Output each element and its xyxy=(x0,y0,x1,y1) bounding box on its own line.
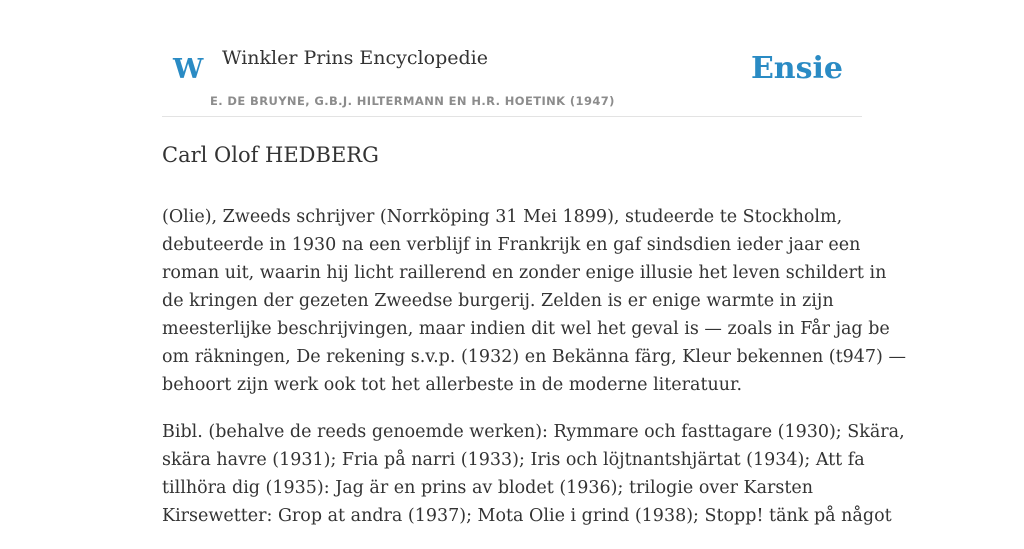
text-line: tillhöra dig (1935): Jag är en prins av blodet (1936); trilogie over Karsten xyxy=(162,478,814,498)
article-content xyxy=(162,140,906,549)
text-line: meesterlijke beschrijvingen, maar indien dit wel het geval is — zoals in Får jag be xyxy=(162,319,890,339)
source-title-link[interactable]: Winkler Prins Encyclopedie xyxy=(222,47,488,69)
article-title: Carl Olof HEDBERG xyxy=(162,143,379,167)
text-line: roman uit, waarin hij licht raillerend en zonder enige illusie het leven schildert in xyxy=(162,263,887,283)
text-line: Bibl. (behalve de reeds genoemde werken): Rymmare och fasttagare (1930); Skära, xyxy=(162,422,905,442)
text-line: Kirsewetter: Grop at andra (1937); Mota Olie i grind (1938); Stopp! tänk på något xyxy=(162,506,892,526)
text-line: de kringen der gezeten Zweedse burgerij. Zelden is er enige warmte in zijn xyxy=(162,291,834,311)
text-line: debuteerde in 1930 na een verblijf in Frankrijk en gaf sindsdien ieder jaar een xyxy=(162,235,861,255)
text-line: skära havre (1931); Fria på narri (1933); Iris och löjtnantshjärtat (1934); Att fa xyxy=(162,450,865,470)
text-line: (Olie), Zweeds schrijver (Norrköping 31 Mei 1899), studeerde te Stockholm, xyxy=(162,207,843,227)
text-line: om räkningen, De rekening s.v.p. (1932) en Bekänna färg, Kleur bekennen (t947) — xyxy=(162,347,906,367)
article-paragraph xyxy=(162,203,906,399)
bibliography-paragraph xyxy=(162,418,905,530)
source-authors: E. DE BRUYNE, G.B.J. HILTERMANN EN H.R. HOETINK (1947) xyxy=(210,94,615,108)
encyclopedia-logo-icon[interactable]: W xyxy=(173,54,204,85)
ensie-brand-logo[interactable]: Ensie xyxy=(750,51,843,86)
text-line: behoort zijn werk ook tot het allerbeste in de moderne literatuur. xyxy=(162,375,743,395)
source-header xyxy=(162,0,862,117)
